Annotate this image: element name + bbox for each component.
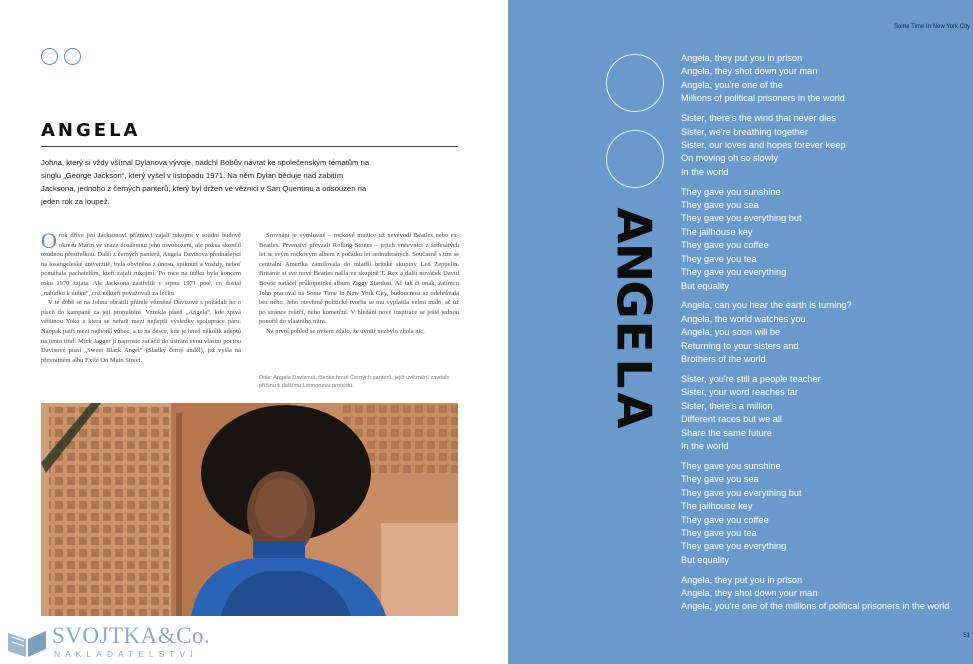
decorative-circle [41, 48, 58, 65]
publisher-name: SVOJTKA&Co. [52, 623, 211, 648]
body-paragraph: V té době se na Johna obrátili přátelé vězněné Davisové s požádali ho o píseň do kampaně za její propuštění. Vznikla píseň „Angela“, kde zpívá většinou Yoko a která se neřadí mezi nejlepší výsledky spolupráce páru. Naopak patří mezi nejhorší vůbec, a to na desce, kde je hned několik adeptů na tento titul. Mick Jagger jí naproste zaťáčil do ústraní svou vlastní poctou Davisové písní „Sweet Black Angel“ (Sladký černý anděl), jež vyšla na převratném albu Exile On Main Street. [41, 299, 241, 364]
lyric-line: They gave you everything but [681, 487, 802, 498]
page-number-right: 51 [963, 633, 970, 639]
lyric-line: In the world [681, 166, 729, 177]
drop-cap: O [41, 228, 57, 253]
lyric-line: Returning to your sisters and [681, 340, 799, 351]
running-head: Some Time In New York City [893, 24, 970, 30]
lyric-line: In the world [681, 440, 729, 451]
lyric-line: The jailhouse key [681, 501, 753, 512]
lyric-line: They gave you coffee [681, 514, 769, 525]
lyrics-stanza [681, 112, 966, 179]
lyric-line: Angela, the world watches you [681, 313, 806, 324]
lyric-line: Angela, can you hear the earth is turning? [681, 300, 852, 311]
title-letter: A [605, 392, 661, 429]
body-paragraph: Na první pohled se ovšem zdálo, že uvnitř nezbylo zhola nic. [266, 327, 425, 335]
lyric-line: But equality [681, 280, 730, 291]
lyric-line: They gave you everything but [681, 213, 802, 224]
lyric-line: They gave you everything [681, 541, 787, 552]
lyric-line: The jailhouse key [681, 226, 753, 237]
lyric-line: They gave you sunshine [681, 186, 781, 197]
lyrics-stanza [681, 460, 966, 567]
lyric-line: Angela, they shot down your man [681, 66, 818, 77]
lyric-line: They gave you tea [681, 253, 757, 264]
lyric-line: On moving oh so slowly [681, 153, 779, 164]
title-letter: L [605, 358, 661, 389]
right-page [508, 0, 973, 664]
lyric-line: Sister, our loves and hopes forever keep [681, 139, 846, 150]
lyric-line: Sister, we're breathing together [681, 126, 808, 137]
lyrics-stanza [681, 373, 966, 453]
lyric-line: They gave you sunshine [681, 460, 781, 471]
lyric-line: They gave you tea [681, 527, 757, 538]
body-paragraph: Srovnání je výmluvné – rockové muzice už nevévodí Beatles nebo ex-Beatles. Prvenství převzali Rolling Stones – jejich vrstevníci z šedesátých let se svým rockovým albem z počátku let sedmdesátých. Současně s tím se centrální Amerika zamilovala do mladší britské skupiny Led Zeppelin. Británie si své nové Beatles našla ve skupině T. Rex a další nováček David Bowie natáčel průkopnické album Ziggy Stardust. Ač tak či onak, zatímco John pracoval na Some Time In New York City, budoucnost se odehrávala bez něho. Jeho otevřené politické tvorba se mu vyplatila velmi málo, ač už po stránce tvůrčí, nebo komerční. V hledání nové inspirace se ještě jednou ponořil do vlastního nitra. [259, 232, 459, 326]
publisher-subtitle: NAKLADATELSTVÍ [54, 649, 198, 659]
lyric-line: Sister, you're still a people teacher [681, 373, 821, 384]
lyric-line: Different races but we all [681, 414, 782, 425]
lyric-line: They gave you coffee [681, 240, 769, 251]
lyric-line: Share the same future [681, 427, 772, 438]
heading-rule [41, 146, 458, 147]
portrait-photo [41, 403, 458, 616]
decorative-circle [64, 48, 81, 65]
lyric-line: Sister, there's the wind that never dies [681, 113, 836, 124]
article-heading: ANGELA [41, 120, 141, 141]
decorative-circle [606, 54, 664, 112]
body-text: rok dříve jiní Jacksonovi příznivci zajali rukojmí v soudní budově okresu Marin ve snaze dosáhnout jeho osvobození, ale pokus skončil osudnou přestřelkou. Další z černých panterů, Angela Davisová přednášející na losangeleské univerzitě, byla obviněna z únosu, spiknutí a vraždy, neboť pomáhala pachatelům, kteří zajali rukojmí. Po roce na útěku byla koncem roku 1970 zajata. Ale Jacksona zastřelili v srpnu 1971 poté, co dostal „nabídku k útěku“, což někteří považovali za léčku. [41, 232, 241, 297]
lyrics-block [681, 52, 966, 620]
body-column-1 [41, 228, 241, 365]
lyrics-stanza [681, 186, 966, 293]
lyric-line: Sister, your word reaches far [681, 387, 798, 398]
publisher-logo [0, 621, 230, 664]
title-letter: N [605, 242, 661, 283]
lyric-line: They gave you sea [681, 474, 759, 485]
lyric-line: Angela, you soon will be [681, 327, 781, 338]
lyric-line: But equality [681, 554, 730, 565]
lyric-line: Angela, you're one of the millions of political prisoners in the world [681, 601, 950, 612]
lyrics-stanza [681, 299, 966, 366]
photo-illustration [41, 403, 458, 616]
lyric-line: Angela, they put you in prison [681, 574, 803, 585]
book-logo-icon [6, 625, 48, 659]
title-letter: E [605, 320, 661, 353]
title-letter: G [605, 280, 661, 319]
vertical-title [598, 207, 668, 429]
lyric-line: They gave you everything [681, 267, 787, 278]
title-letter: A [605, 207, 661, 244]
lyric-line: Angela, you're one of the [681, 79, 783, 90]
lyric-line: Millions of political prisoners in the world [681, 93, 845, 104]
lyric-line: Sister, there's a million [681, 400, 773, 411]
body-column-2 [259, 231, 459, 337]
body-paragraph [41, 228, 241, 298]
lyrics-stanza [681, 52, 966, 106]
lyric-line: Angela, they put you in prison [681, 53, 803, 63]
decorative-circle [606, 130, 664, 188]
intro-paragraph: Johna, který si vždy všímal Dylanova vývoje, nadchl Bobův návrat ke společenským tématům na singlu „George Jackson“, který vyšel v listopadu 1971. Na něm Dylan běduje nad zabitím Jacksona, jednoho z černých panterů, který byl držen ve věznici v San Quentinu a odsouzen na jeden rok za loupež. [41, 158, 370, 206]
lyric-line: They gave you sea [681, 200, 759, 211]
lyrics-stanza [681, 574, 966, 614]
lyric-line: Angela, they shot down your man [681, 588, 818, 599]
lyric-line: Brothers of the world [681, 354, 766, 365]
photo-caption: Dole: Angela Davisová, členka hnutí Černých panterů, jejíž uvěznění zavdalo příčinu k dalšímu Lennonovu protestu. [259, 375, 450, 389]
